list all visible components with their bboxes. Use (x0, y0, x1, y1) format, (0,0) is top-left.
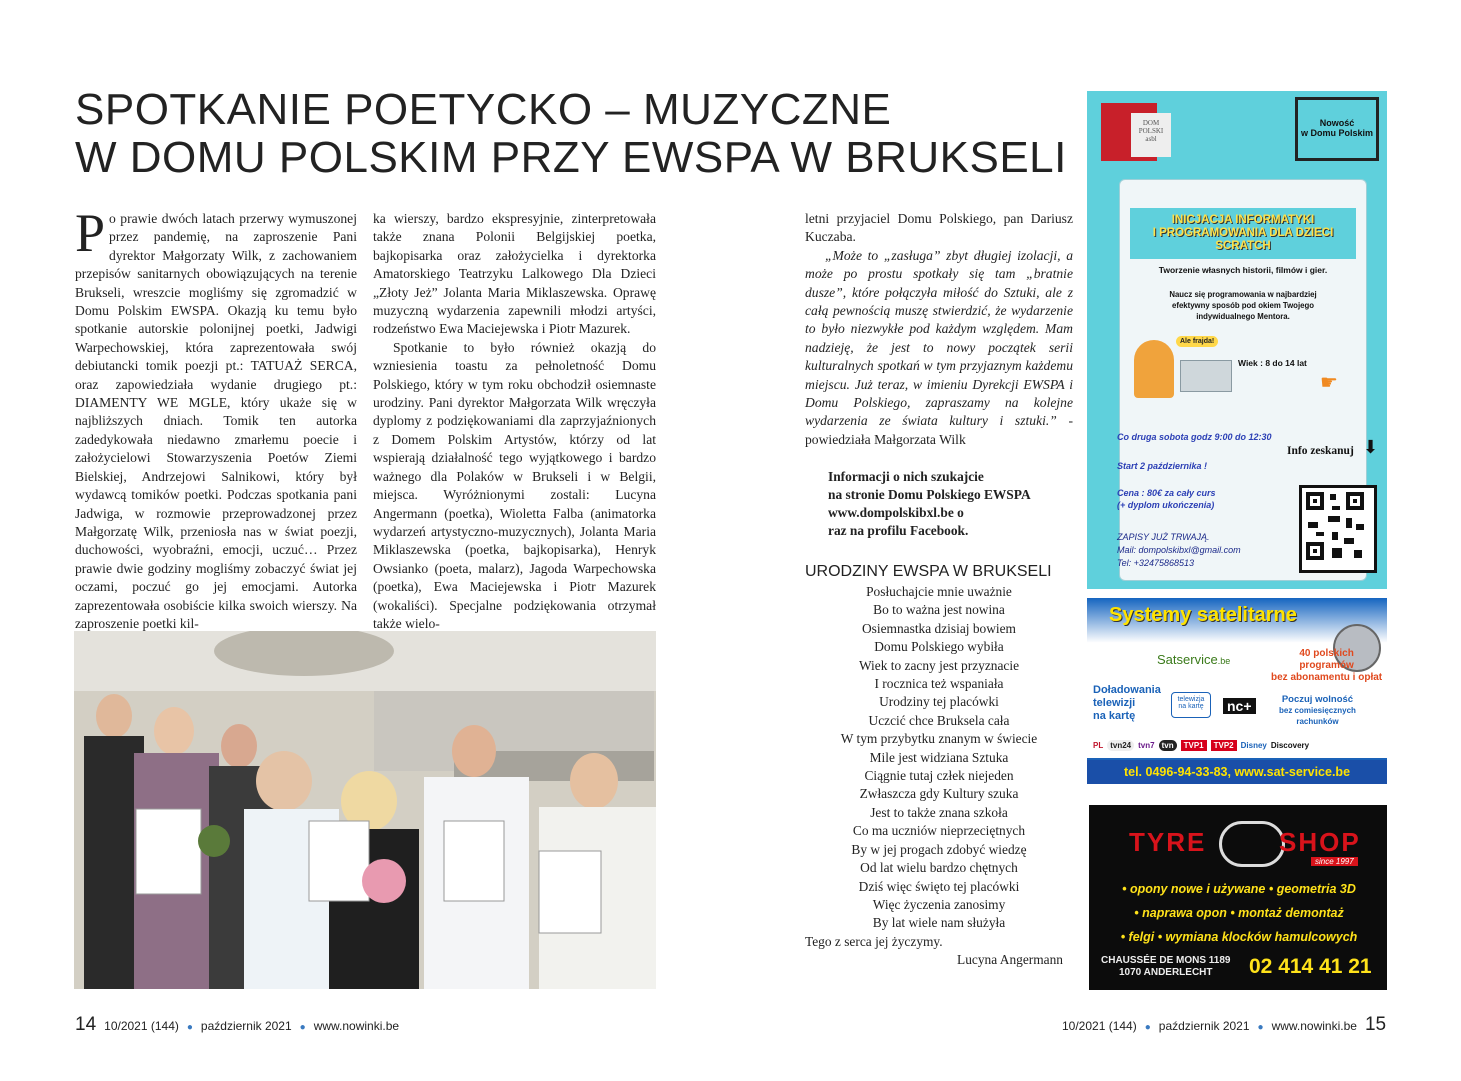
ad-description (1128, 289, 1358, 322)
article-column-3 (805, 210, 1073, 449)
channel-logo: Discovery (1270, 740, 1310, 750)
photo-illustration (74, 631, 656, 989)
ad-price (1117, 487, 1216, 511)
ad-sat-programs (1271, 648, 1382, 684)
issue-number: 10/2021 (144) (104, 1019, 179, 1033)
poem-line: Co ma uczniów nieprzeciętnych (852, 823, 1026, 839)
news-badge (1295, 97, 1379, 161)
service-line: • opony nowe i używane • geometria 3D (1122, 882, 1356, 896)
channel-logo: tvn24 (1107, 740, 1134, 751)
bullet-icon: ● (299, 1022, 306, 1033)
poem-line: Tego z serca jej życzymy. (805, 933, 943, 949)
badge-line: Nowość (1319, 118, 1355, 128)
site-link[interactable]: www.nowinki.be (313, 1019, 400, 1033)
badge-line: w Domu Polskim (1300, 128, 1373, 138)
quote-paragraph (805, 247, 1073, 449)
brand-name: Satservice (1157, 652, 1218, 667)
programs-line: 40 polskich (1299, 648, 1354, 659)
title-line-2: W DOMU POLSKIM PRZY EWSPA W BRUKSELI (75, 133, 1067, 182)
address-line: 1070 ANDERLECHT (1118, 967, 1213, 978)
freedom-line: rachunków (1296, 717, 1339, 726)
tv-card-line: na kartę (1178, 703, 1204, 710)
event-photo (74, 631, 656, 989)
ad-sat-footer[interactable]: tel. 0496-94-33-83, www.sat-service.be (1087, 760, 1387, 784)
poem-line: Uczcić chce Bruksela cała (868, 712, 1010, 728)
arrow-down-icon: ⬇ (1363, 437, 1379, 457)
info-scan-label: Info zeskanuj (1287, 445, 1354, 457)
speech-bubble: Ale frajda! (1176, 336, 1218, 347)
article-paragraph: ka wierszy, bardzo ekspresyjnie, zinterpretowała także znana Polonii Belgijskiej poetka, bajkopisarka oraz założycielka i dyrektorka Amatorskiego Teatrzyku Lalkowego Dla Dzieci „Złoty Jeż” Jolanta Maria Miklaszewska. Oprawę muzyczną wydarzenia zapewnili młodzi artyści, rodzeństwo Ewa Maciejewska i Piotr Mazurek. (373, 211, 656, 337)
freedom-line: Poczuj wolność (1281, 694, 1354, 705)
poem-line: Domu Polskiego wybiła (874, 639, 1004, 655)
nc-plus-logo: nc+ (1223, 698, 1256, 714)
footer-right (1062, 1014, 1386, 1036)
ad-sat-freedom (1279, 694, 1356, 727)
ad-tyre-shop (1089, 805, 1387, 990)
issue-month: październik 2021 (200, 1019, 292, 1033)
info-line[interactable]: www.dompolskibxl.be o (828, 505, 964, 520)
address-line: CHAUSSÉE DE MONS 1189 (1101, 955, 1231, 966)
programs-line: programów (1299, 660, 1354, 671)
logo-line: POLSKI (1138, 127, 1164, 135)
bullet-icon: ● (186, 1022, 193, 1033)
poem-line: Wiek to zacny jest przyznacie (858, 657, 1020, 673)
headline-line: INICJACJA INFORMATYKI (1171, 214, 1315, 226)
programs-line: bez abonamentu i opłat (1271, 672, 1383, 683)
article-paragraph: Spotkanie to było również okazją do wzniesienia toastu za pełnoletność Domu Polskiego, który w tym roku obchodził osiemnaste urodziny. Pani dyrektor Małgorzata Wilk wręczyła dyplomy z podziękowaniami dla zaprzyjaźnionych z Domem Polskim Artystów, którzy od lat wspierają działalność tego wyjątkowego i bardzo ważnego dla Polaków w Brukseli i w Belgii, miejsca. Wyróżnionymi zostali: Lucyna Angermann (poetka), Wioletta Falba (animatorka wydarzeń artystyczno-muzycznych), Jolanta Maria Miklaszewska (poetka, bajkopisarka), Henryk Owsianko (poeta, malarz), Jagoda Warpechowska (poetka), Ewa Maciejewska i Piotr Mazurek (wokaliści). Specjalne podziękowania otrzymał także wielo- (373, 339, 656, 631)
channel-logo: PL (1093, 740, 1104, 750)
desc-line: Naucz się programowania w najbardziej (1169, 290, 1317, 299)
title-line-1: SPOTKANIE POETYCKO – MUZYCZNE (75, 85, 892, 134)
bullet-icon: ● (1144, 1022, 1151, 1033)
poem (805, 583, 1073, 970)
poem-line: Od lat wielu bardzo chętnych (860, 860, 1018, 876)
footer-left (75, 1014, 399, 1036)
recharge-line: telewizji (1093, 697, 1136, 709)
channel-logo: TVP2 (1211, 740, 1237, 751)
headline-line: SCRATCH (1215, 240, 1271, 252)
article-column-1 (75, 203, 357, 633)
info-box (828, 468, 1078, 540)
recharge-line: Doładowania (1093, 684, 1161, 696)
poem-line: Posłuchajcie mnie uważnie (866, 584, 1012, 599)
poem-line: Urodziny tej placówki (879, 694, 999, 710)
section-heading: URODZINY EWSPA W BRUKSELI (805, 563, 1052, 580)
site-link[interactable]: www.nowinki.be (1271, 1019, 1357, 1033)
freedom-line: bez comiesięcznych (1279, 706, 1356, 715)
ad-scratch (1087, 91, 1387, 589)
channel-logo: tvn7 (1138, 740, 1155, 750)
services-list (1097, 877, 1381, 949)
channel-logo: Disney (1240, 740, 1267, 750)
pointer-hand-icon: ☛ (1320, 372, 1338, 394)
price-line: Cena : 80€ za cały curs (1117, 488, 1216, 498)
poem-author: Lucyna Angermann (957, 952, 1063, 968)
ad-sat-recharge (1093, 684, 1161, 723)
logo-line: DOM (1142, 119, 1160, 127)
article-paragraph: letni przyjaciel Domu Polskiego, pan Dariusz Kuczaba. (805, 211, 1073, 245)
service-line: • naprawa opon • montaż demontaż (1134, 906, 1344, 920)
ad-satellite (1087, 598, 1387, 784)
channel-logo: TVP1 (1181, 740, 1207, 751)
poem-line: I rocznica też wspaniała (874, 676, 1004, 692)
info-line: raz na profilu Facebook. (828, 523, 969, 538)
ad-schedule: Co druga sobota godz 9:00 do 12:30 (1117, 432, 1272, 442)
logo-line: asbl (1145, 135, 1157, 143)
qr-code[interactable] (1299, 485, 1377, 573)
issue-number: 10/2021 (144) (1062, 1019, 1137, 1033)
channel-logo: tvn (1159, 740, 1177, 751)
kid-illustration (1134, 340, 1174, 398)
desc-line: indywidualnego Mentora. (1196, 312, 1290, 321)
headline-line: I PROGRAMOWANIA DLA DZIECI (1152, 227, 1334, 239)
poem-line: By lat wiele nam służyła (872, 915, 1006, 931)
tyre-logo-left: TYRE (1129, 827, 1207, 857)
tyre-phone[interactable]: 02 414 41 21 (1249, 955, 1372, 978)
ad-sat-title: Systemy satelitarne (1109, 604, 1297, 626)
brand-suffix: .be (1217, 656, 1231, 666)
signup-text: ZAPISY JUŻ TRWAJĄ. (1117, 532, 1210, 542)
poem-line: W tym przybytku znanym w świecie (840, 731, 1038, 747)
since-label: since 1997 (1311, 857, 1358, 866)
poem-line: Ciągnie tutaj człek niejeden (864, 768, 1014, 784)
quote-attribution: - powiedziała Małgorzata Wilk (805, 413, 1073, 447)
article-paragraph: o prawie dwóch latach przerwy wymuszonej przez pandemię, na zaproszenie Pani dyrektor Małgorzaty Wilk, z zachowaniem przepisów sanitarnych obowiązujących na terenie Brukseli, wreszcie mogliśmy się zgromadzić w Domu Polskim EWSPA. Okazją ku temu było spotkanie autorskie polonijnej poetki, Jadwigi Warpechowskiej, która zaprezentowała swój debiutancki tomik poezji pt.: TATUAŻ SERCA, oraz zapowiedziała wydanie drugiego pt.: DIAMENTY WE MGLE, który ukaże się w najbliższych dniach. Tomik ten autorka zadedykowała niedawno zmarłemu poecie i założycielowi Stowarzyszenia Poetów Ziemi Bielskiej, Andrzejowi Salnikowi, który był wydawcą tomików poetki. Podczas spotkania pani Jadwiga, w rozmowie przeprowadzonej przez Małgorzatę Wilk, przeniosła nas w świat poezji, duchowości, wyobraźni, emocji, uczuć… Przez prawie dwie godziny mogliśmy zobaczyć świat jej oczami, poczuć go jej emocjami. Autorka zaprezentowała osobiście kilka swoich wierszy. Na zaproszenie poetki kil- (75, 211, 357, 631)
tyre-address (1101, 955, 1231, 979)
tv-card-badge (1171, 692, 1211, 718)
tel-text[interactable]: Tel: +32475868513 (1117, 558, 1194, 568)
ad-start: Start 2 października ! (1117, 461, 1208, 471)
article-column-2 (373, 210, 656, 633)
drop-cap: P (75, 203, 106, 263)
tyre-icon (1219, 821, 1285, 867)
channel-logos (1093, 734, 1381, 756)
poem-line: Osiemnastka dzisiaj bowiem (862, 620, 1016, 636)
poem-line: By w jej progach zdobyć wiedzę (851, 841, 1027, 857)
tv-card-line: telewizja (1177, 696, 1205, 703)
page-number: 14 (75, 1014, 97, 1035)
recharge-line: na kartę (1093, 710, 1136, 722)
poem-line: Bo to ważna jest nowina (873, 602, 1005, 618)
poem-line: Więc życzenia zanosimy (872, 896, 1006, 912)
ad-sat-brand (1157, 652, 1230, 667)
poem-line: Zwłaszcza gdy Kultury szuka (859, 786, 1019, 802)
ad-contact (1117, 531, 1241, 570)
page-number: 15 (1364, 1014, 1387, 1035)
desc-line: efektywny sposób pod okiem Twojego (1172, 301, 1314, 310)
mail-text[interactable]: Mail: dompolskibxl@gmail.com (1117, 545, 1241, 555)
poem-line: Mile jest widziana Sztuka (869, 749, 1009, 765)
service-line: • felgi • wymiana klocków hamulcowych (1120, 930, 1358, 944)
page-title (75, 86, 1075, 182)
price-line: (+ dyplom ukończenia) (1117, 500, 1215, 510)
quote-text: „Może to „zasługa” zbyt długiej izolacji, a może po prostu spotkały się tam „bratnie dusze”, które połączyła miłość do Sztuki, ale z całą pewnością muszę stwierdzić, że wydarzenie to było niezwykłe pod każdym względem. Mam nadzieję, że jest to nowy początek serii kulturalnych spotkań w tym przyjaznym każdemu miejscu. Już teraz, w imieniu Dyrekcji EWSPA i Domu Polskiego, zapraszamy na kolejne wydarzenia ze świata kultury i sztuki.” (805, 247, 1073, 429)
info-line: na stronie Domu Polskiego EWSPA (828, 487, 1031, 502)
bullet-icon: ● (1257, 1022, 1264, 1033)
laptop-icon (1180, 360, 1232, 392)
ad-subtitle: Tworzenie własnych historii, filmów i gier. (1158, 265, 1328, 275)
dom-polski-logo-text (1131, 113, 1171, 157)
tyre-logo-right: SHOP (1279, 827, 1361, 857)
qr-code-icon (1302, 488, 1368, 564)
ad-headline (1130, 208, 1356, 259)
issue-month: październik 2021 (1158, 1019, 1250, 1033)
poem-line: Jest to także znana szkoła (870, 804, 1008, 820)
ad-age: Wiek : 8 do 14 lat (1238, 358, 1307, 368)
poem-line: Dziś więc święto tej placówki (858, 878, 1020, 894)
info-line: Informacji o nich szukajcie (828, 469, 984, 484)
